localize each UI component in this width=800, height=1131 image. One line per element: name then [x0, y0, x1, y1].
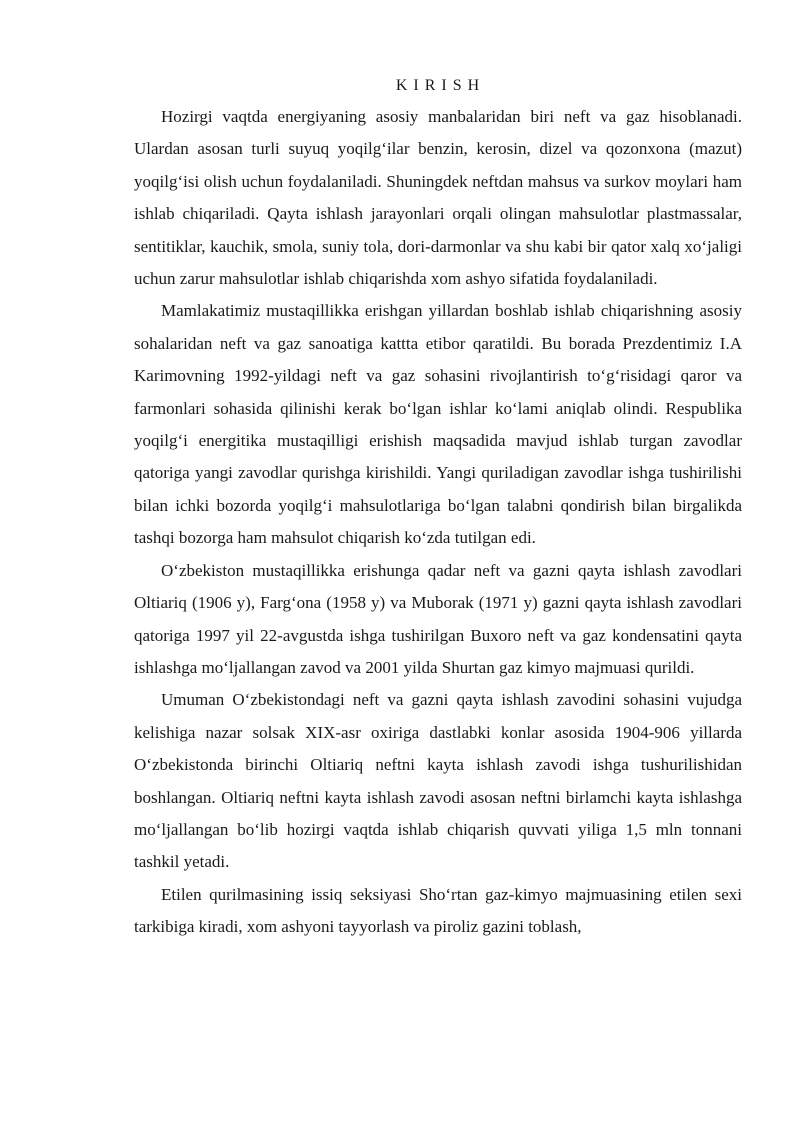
document-title: K I R I S H: [395, 77, 481, 94]
paragraph-4: Umuman O‘zbekistondagi neft va gazni qayta ishlash zavodini sohasini vujudga kelishiga nazar solsak XIX-asr oxiriga dastlabki konlar asosida 1904-906 yillarda O‘zbekistonda birinchi Oltiariq neftni kayta ishlash zavodi ishga tushurilishidan boshlangan. Oltiariq neftni kayta ishlash zavodi asosan neftni birlamchi kayta ishlashga mo‘ljallangan bo‘lib hozirgi vaqtda ishlab chiqarish quvvati yiliga 1,5 mln tonnani tashkil yetadi.: [134, 690, 742, 872]
paragraph-2: Mamlakatimiz mustaqillikka erishgan yillardan boshlab ishlab chiqarishning asosiy sohalaridan neft va gaz sanoatiga kattta etibor qaratildi. Bu borada Prezdentimiz I.A Karimovning 1992-yildagi neft va gaz sohasini rivojlantirish to‘g‘risidagi qaror va farmonlari sohasida qilinishi kerak bo‘lgan ishlar ko‘lami aniqlab olindi. Respublika yoqilg‘i energitika mustaqilligi erishish maqsadida mavjud ishlab turgan zavodlar qatoriga yangi zavodlar qurishga kirishildi. Yangi quriladigan zavodlar ishga tushirilishi bilan ichki bozorda yoqilg‘i mahsulotlariga bo‘lgan talabni qondirish bilan birgalikda tashqi bozorga ham mahsulot chiqarish ko‘zda tutilgan edi.: [134, 301, 742, 548]
paragraph-1: Hozirgi vaqtda energiyaning asosiy manbalaridan biri neft va gaz hisoblanadi. Ulardan asosan turli suyuq yoqilg‘ilar benzin, kerosin, dizel va qozonxona (mazut) yoqilg‘isi olish uchun foydalaniladi. Shuningdek neftdan mahsus va surkov moylari ham ishlab chiqariladi. Qayta ishlash jarayonlari orqali olingan mahsulotlar plastmassalar, sentitiklar, kauchik, smola, suniy tola, dori-darmonlar va shu kabi bir qator xalq xo‘jaligi uchun zarur mahsulotlar ishlab chiqarishda xom ashyo sifatida foydalaniladi.: [134, 107, 742, 289]
paragraph-3: O‘zbekiston mustaqillikka erishunga qadar neft va gazni qayta ishlash zavodlari Oltiariq (1906 y), Farg‘ona (1958 y) va Muborak (1971 y) gazni qayta ishlash zavodlari qatoriga 1997 yil 22-avgustda ishga tushirilgan Buxoro neft va gaz kondensatini qayta ishlashga mo‘ljallangan zavod va 2001 yilda Shurtan gaz kimyo majmuasi qurildi.: [134, 560, 742, 677]
document-page: [134, 76, 742, 944]
paragraph-5: Etilen qurilmasining issiq seksiyasi Sho‘rtan gaz-kimyo majmuasining etilen sexi tarkibiga kiradi, xom ashyoni tayyorlash va piroliz gazini toblash,: [134, 884, 742, 937]
